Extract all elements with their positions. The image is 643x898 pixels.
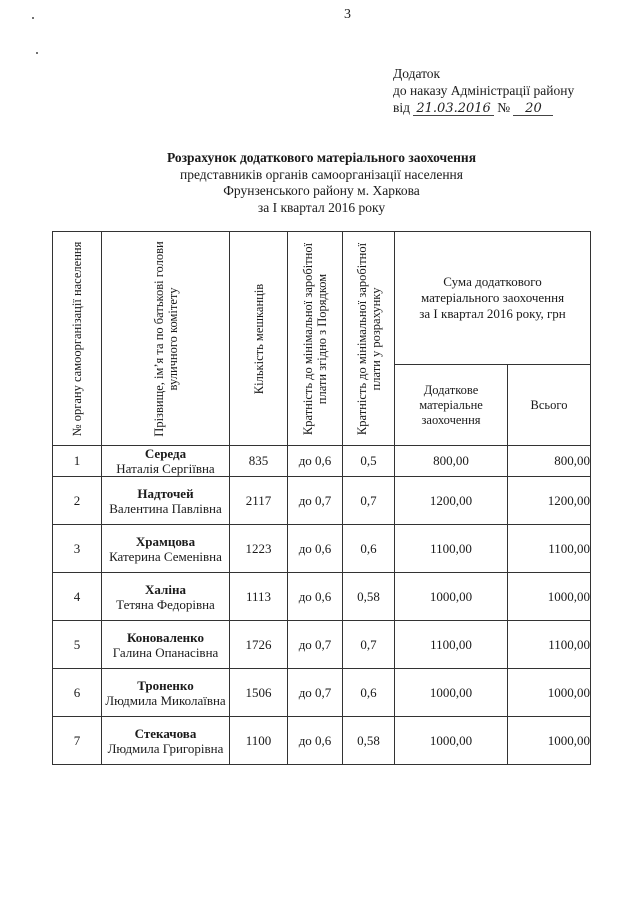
table-row <box>53 621 591 669</box>
cell-ratio-rule: до 0,6 <box>288 446 343 477</box>
header-col-name: Прізвище, ім’я та по батькові голови вуличного комітету <box>102 232 230 446</box>
cell-total: 800,00 <box>508 446 591 477</box>
cell-residents: 1100 <box>230 717 288 765</box>
appendix-block <box>393 65 574 116</box>
page-number: 3 <box>344 7 351 22</box>
cell-name <box>102 717 230 765</box>
header-col-number: № органу самоорганізації населення <box>53 232 102 446</box>
header-col-residents: Кількість мешканців <box>230 232 288 446</box>
cell-number: 6 <box>53 669 102 717</box>
title-line-3: Фрунзенського району м. Харкова <box>223 183 420 198</box>
cell-number: 5 <box>53 621 102 669</box>
scan-speck <box>36 52 38 54</box>
cell-number: 4 <box>53 573 102 621</box>
header-sum-group: Сума додаткового матеріального заохочення за І квартал 2016 року, грн <box>395 232 591 365</box>
table-row <box>53 717 591 765</box>
cell-bonus: 1200,00 <box>395 477 508 525</box>
cell-total: 1000,00 <box>508 669 591 717</box>
cell-total: 1200,00 <box>508 477 591 525</box>
table-row <box>53 525 591 573</box>
cell-bonus: 1000,00 <box>395 573 508 621</box>
cell-ratio-calc: 0,7 <box>343 621 395 669</box>
cell-number: 1 <box>53 446 102 477</box>
cell-bonus: 1000,00 <box>395 669 508 717</box>
number-prefix: № <box>497 100 511 115</box>
cell-ratio-rule: до 0,6 <box>288 717 343 765</box>
header-bonus: Додаткове матеріальне заохочення <box>395 365 508 446</box>
cell-number: 2 <box>53 477 102 525</box>
cell-residents: 1726 <box>230 621 288 669</box>
given-names: Людмила Миколаївна <box>105 692 226 708</box>
table-row <box>53 446 591 477</box>
cell-ratio-calc: 0,6 <box>343 525 395 573</box>
cell-residents: 1113 <box>230 573 288 621</box>
cell-bonus: 1100,00 <box>395 621 508 669</box>
given-names: Катерина Семенівна <box>109 548 222 564</box>
cell-ratio-calc: 0,58 <box>343 717 395 765</box>
date-prefix: від <box>393 100 410 115</box>
surname: Халіна <box>145 581 186 597</box>
handwritten-date: 21.03.2016 <box>413 102 493 116</box>
cell-ratio-rule: до 0,7 <box>288 477 343 525</box>
surname: Коноваленко <box>127 629 204 645</box>
cell-residents: 1506 <box>230 669 288 717</box>
bonus-table <box>52 231 591 765</box>
cell-total: 1100,00 <box>508 621 591 669</box>
cell-ratio-calc: 0,58 <box>343 573 395 621</box>
cell-bonus: 800,00 <box>395 446 508 477</box>
surname: Храмцова <box>135 533 196 549</box>
cell-ratio-calc: 0,6 <box>343 669 395 717</box>
cell-name <box>102 477 230 525</box>
appendix-order: до наказу Адміністрації району <box>393 83 575 98</box>
cell-name <box>102 446 230 477</box>
header-col-ratio-rule: Кратність до мінімальної заробітної плати згідно з Порядком <box>288 232 343 446</box>
cell-ratio-rule: до 0,7 <box>288 669 343 717</box>
header-row <box>53 232 591 365</box>
cell-number: 7 <box>53 717 102 765</box>
cell-name <box>102 669 230 717</box>
cell-residents: 1223 <box>230 525 288 573</box>
cell-total: 1000,00 <box>508 717 591 765</box>
cell-ratio-calc: 0,7 <box>343 477 395 525</box>
cell-ratio-rule: до 0,6 <box>288 525 343 573</box>
title-line-2: представників органів самоорганізації населення <box>180 166 463 182</box>
table-row <box>53 669 591 717</box>
table-row <box>53 477 591 525</box>
cell-residents: 2117 <box>230 477 288 525</box>
appendix-title: Додаток <box>393 66 441 81</box>
cell-name <box>102 621 230 669</box>
cell-name <box>102 525 230 573</box>
document-title <box>0 150 643 216</box>
table-row <box>53 573 591 621</box>
cell-ratio-calc: 0,5 <box>343 446 395 477</box>
surname: Троненко <box>137 677 194 693</box>
cell-name <box>102 573 230 621</box>
surname: Стекачова <box>134 725 197 741</box>
given-names: Людмила Григорівна <box>107 740 224 756</box>
given-names: Тетяна Федорівна <box>116 596 215 612</box>
title-line-4: за І квартал 2016 року <box>257 199 386 215</box>
header-col-ratio-calc: Кратність до мінімальної заробітної плати у розрахунку <box>343 232 395 446</box>
given-names: Наталія Сергіївна <box>116 461 215 476</box>
cell-bonus: 1100,00 <box>395 525 508 573</box>
surname: Середа <box>144 446 187 461</box>
scan-speck <box>32 17 34 19</box>
given-names: Валентина Павлівна <box>109 500 222 516</box>
given-names: Галина Опанасівна <box>112 644 219 660</box>
cell-ratio-rule: до 0,7 <box>288 621 343 669</box>
cell-bonus: 1000,00 <box>395 717 508 765</box>
cell-residents: 835 <box>230 446 288 477</box>
table-body <box>53 446 591 765</box>
surname: Надточей <box>137 485 194 501</box>
cell-number: 3 <box>53 525 102 573</box>
cell-ratio-rule: до 0,6 <box>288 573 343 621</box>
title-line-1: Розрахунок додаткового матеріального заохочення <box>166 150 477 165</box>
cell-total: 1100,00 <box>508 525 591 573</box>
cell-total: 1000,00 <box>508 573 591 621</box>
appendix-date-line <box>393 99 574 116</box>
handwritten-number: 20 <box>513 102 553 116</box>
header-total: Всього <box>508 365 591 446</box>
